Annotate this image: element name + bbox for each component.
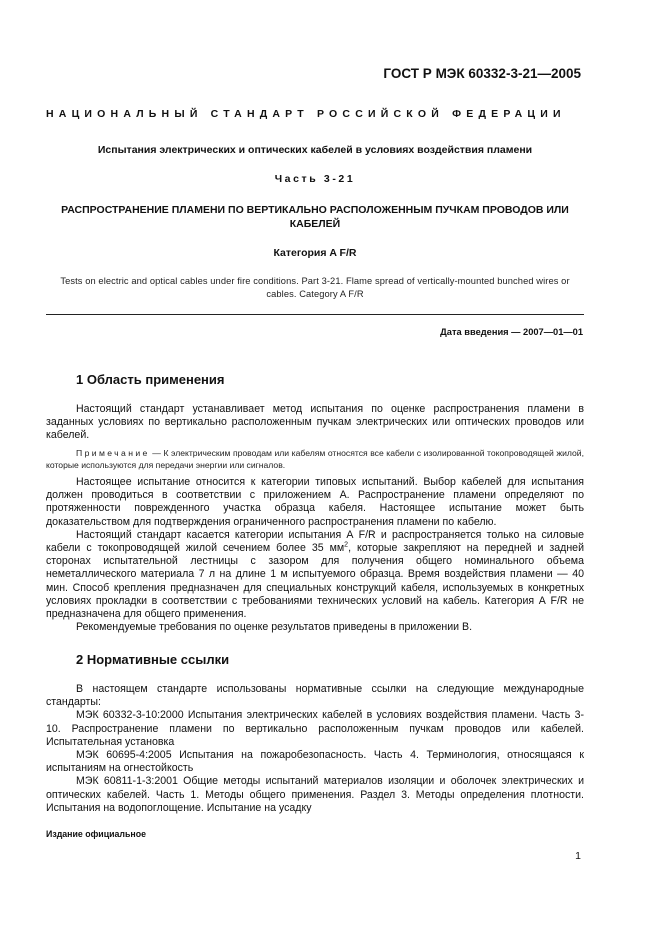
- edition-label: Издание официальное: [46, 829, 146, 839]
- note-label: Примечание: [76, 448, 150, 458]
- scope-paragraph-3: [46, 529, 584, 621]
- reference-item: МЭК 60332-3-10:2000 Испытания электрических кабелей в условиях воздействия пламени. Часть 3-10. Распространение пламени по вертикально расположенным пучкам проводов или кабелей. Испытательная установка: [46, 709, 584, 748]
- scope-paragraph-3-start: Настоящий стандарт касается категории испытания А F/R и распространяется только на силовые кабели с токопроводящей жилой сечением более 35 мм: [46, 528, 584, 555]
- title-russian: Испытания электрических и оптических кабелей в условиях воздействия пламени: [97, 144, 533, 156]
- scope-paragraph-1: [46, 403, 584, 443]
- national-standard-banner: НАЦИОНАЛЬНЫЙ СТАНДАРТ РОССИЙСКОЙ ФЕДЕРАЦИИ: [46, 108, 566, 120]
- gost-number: ГОСТ Р МЭК 60332-3-21—2005: [383, 66, 581, 81]
- note-text: — К электрическим проводам или кабелям относятся все кабели с изолированной токопроводящей жилой, которые используются для передачи энергии или сигналов.: [46, 448, 584, 470]
- document-subject: РАСПРОСТРАНЕНИЕ ПЛАМЕНИ ПО ВЕРТИКАЛЬНО РАСПОЛОЖЕННЫМ ПУЧКАМ ПРОВОДОВ ИЛИ КАБЕЛЕЙ: [61, 204, 569, 230]
- note-block: [46, 447, 584, 471]
- category-label: Категория A F/R: [273, 247, 357, 259]
- header-divider: [46, 314, 584, 315]
- title-english: Tests on electric and optical cables under fire conditions. Part 3-21. Flame spread of vertically-mounted bunched wires or cables. Category A F/R: [60, 276, 570, 299]
- reference-item: МЭК 60695-4:2005 Испытания на пожаробезопасность. Часть 4. Терминология, относящаяся к испытаниям на огнестойкость: [46, 749, 584, 775]
- scope-paragraph-3-end: , которые закрепляют на передней и задней сторонах испытательной лестницы с зазором для получения общего номинального объема неметаллического материала 7 л на длине 1 м испытуемого образца. Время воздействия пламени — 40 мин. Способ крепления предназначен для специальных конструкций кабеля, используемых в конкретных условиях прокладки в соответствии с требованиями технических условий на кабель. Категория А F/R не предназначена для общего применения.: [46, 542, 584, 621]
- superscript: 2: [344, 541, 349, 549]
- scope-paragraph-2: Настоящее испытание относится к категории типовых испытаний. Выбор кабелей для испытания должен проводиться в соответствии с приложением А. Распространение пламени определяют по протяженности поврежденного участка образца кабеля. Настоящее испытание может быть доказательством для подтверждения ограниченного распространения пламени по кабелю.: [46, 476, 584, 528]
- part-number: Часть 3-21: [274, 173, 356, 185]
- references-intro: В настоящем стандарте использованы нормативные ссылки на следующие международные стандарты:: [46, 683, 584, 709]
- references-paragraphs: [46, 683, 584, 815]
- page-number: 1: [575, 850, 581, 862]
- scope-paragraphs: [46, 476, 584, 634]
- section-heading-references: 2 Нормативные ссылки: [76, 652, 230, 667]
- scope-paragraph-4: Рекомендуемые требования по оценке результатов приведены в приложении В.: [76, 621, 473, 634]
- paragraph-text: Настоящий стандарт устанавливает метод испытания по оценке распространения пламени в заданных условиях по вертикально расположенным пучкам электрических или оптических проводов или кабелей.: [46, 403, 584, 442]
- reference-item: МЭК 60811-1-3:2001 Общие методы испытаний материалов изоляции и оболочек электрических и оптических кабелей. Часть 1. Методы общего применения. Раздел 3. Методы определения плотности. Испытания на водопоглощение. Испытание на усадку: [46, 775, 584, 814]
- section-heading-scope: 1 Область применения: [76, 372, 225, 387]
- intro-date: Дата введения — 2007—01—01: [440, 327, 583, 337]
